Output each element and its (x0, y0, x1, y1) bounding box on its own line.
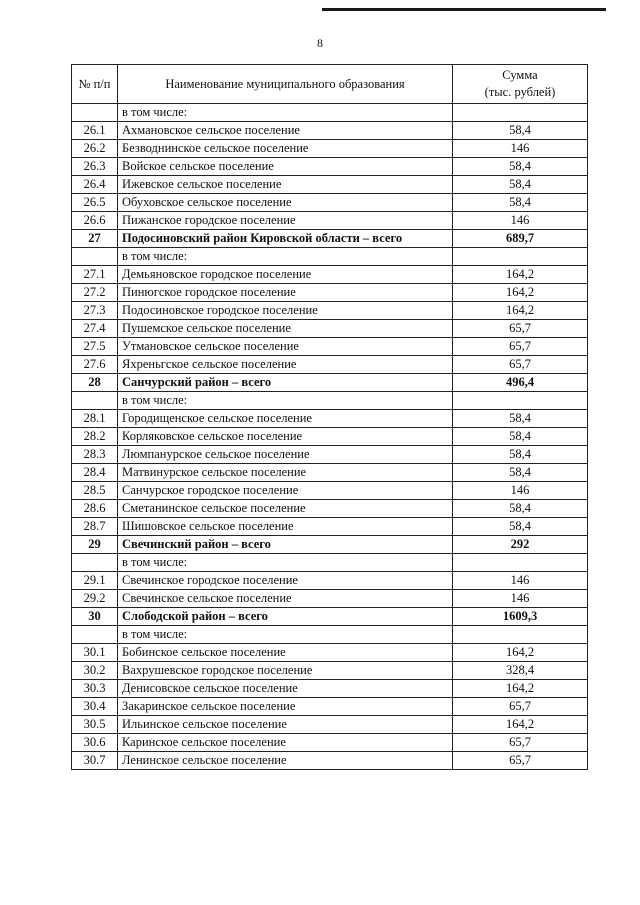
cell-sum: 146 (453, 212, 588, 230)
cell-num: 27.2 (72, 284, 118, 302)
cell-num: 28.1 (72, 410, 118, 428)
table-row (72, 446, 588, 464)
table-row (72, 176, 588, 194)
cell-num: 27.5 (72, 338, 118, 356)
cell-sum (453, 104, 588, 122)
cell-name: Ахмановское сельское поселение (118, 122, 453, 140)
cell-sum: 328,4 (453, 662, 588, 680)
page-number: 8 (317, 36, 323, 50)
table-row (72, 590, 588, 608)
table-row (72, 302, 588, 320)
cell-sum: 164,2 (453, 302, 588, 320)
cell-name: Обуховское сельское поселение (118, 194, 453, 212)
table-row (72, 356, 588, 374)
cell-sum: 164,2 (453, 680, 588, 698)
cell-sum: 65,7 (453, 338, 588, 356)
cell-name: Подосиновское городское поселение (118, 302, 453, 320)
cell-sum: 164,2 (453, 644, 588, 662)
cell-sum (453, 554, 588, 572)
cell-name: Пушемское сельское поселение (118, 320, 453, 338)
table-row (72, 680, 588, 698)
cell-num (72, 248, 118, 266)
cell-name: Санчурский район – всего (118, 374, 453, 392)
table-row (72, 284, 588, 302)
cell-num: 29.2 (72, 590, 118, 608)
table-row (72, 644, 588, 662)
header-sum-line2: (тыс. рублей) (484, 85, 556, 99)
table-header-row (72, 65, 588, 104)
cell-sum: 1609,3 (453, 608, 588, 626)
cell-num: 30.6 (72, 734, 118, 752)
cell-sum: 58,4 (453, 176, 588, 194)
cell-sum: 496,4 (453, 374, 588, 392)
cell-name: Слободской район – всего (118, 608, 453, 626)
cell-num: 30.2 (72, 662, 118, 680)
table-row (72, 320, 588, 338)
cell-sum: 689,7 (453, 230, 588, 248)
cell-sum: 58,4 (453, 158, 588, 176)
cell-num: 27.6 (72, 356, 118, 374)
table-row (72, 698, 588, 716)
cell-sum: 65,7 (453, 752, 588, 770)
cell-num: 26.6 (72, 212, 118, 230)
allocation-table (71, 64, 588, 770)
cell-name: Ильинское сельское поселение (118, 716, 453, 734)
cell-name: Войское сельское поселение (118, 158, 453, 176)
table-row (72, 428, 588, 446)
cell-sum: 58,4 (453, 410, 588, 428)
cell-num: 30.4 (72, 698, 118, 716)
cell-sum: 146 (453, 482, 588, 500)
table-row (72, 752, 588, 770)
table-row (72, 140, 588, 158)
cell-sum: 58,4 (453, 194, 588, 212)
cell-sum: 58,4 (453, 500, 588, 518)
table-row (72, 266, 588, 284)
cell-num: 29.1 (72, 572, 118, 590)
cell-num: 27.4 (72, 320, 118, 338)
header-sum (453, 65, 588, 104)
cell-sum: 65,7 (453, 356, 588, 374)
table-row (72, 554, 588, 572)
cell-num: 28.5 (72, 482, 118, 500)
cell-num: 27.3 (72, 302, 118, 320)
table-row-total (72, 608, 588, 626)
cell-name: Свечинский район – всего (118, 536, 453, 554)
cell-name: Яхреньгское сельское поселение (118, 356, 453, 374)
table-row (72, 104, 588, 122)
cell-sum: 58,4 (453, 464, 588, 482)
cell-num: 26.1 (72, 122, 118, 140)
cell-name: Каринское сельское поселение (118, 734, 453, 752)
cell-sum: 58,4 (453, 446, 588, 464)
cell-num: 28.2 (72, 428, 118, 446)
cell-name: Ижевское сельское поселение (118, 176, 453, 194)
table-row (72, 194, 588, 212)
cell-num: 28.3 (72, 446, 118, 464)
cell-name: Вахрушевское городское поселение (118, 662, 453, 680)
table-row (72, 482, 588, 500)
cell-name: Городищенское сельское поселение (118, 410, 453, 428)
cell-name: Матвинурское сельское поселение (118, 464, 453, 482)
table-row (72, 518, 588, 536)
table-row-total (72, 536, 588, 554)
cell-sum: 58,4 (453, 428, 588, 446)
cell-name: Ленинское сельское поселение (118, 752, 453, 770)
cell-name: в том числе: (118, 554, 453, 572)
cell-num: 26.4 (72, 176, 118, 194)
header-num: № п/п (72, 65, 118, 104)
cell-name: Пинюгское городское поселение (118, 284, 453, 302)
cell-name: Санчурское городское поселение (118, 482, 453, 500)
table-row-total (72, 230, 588, 248)
table-row (72, 662, 588, 680)
cell-sum: 65,7 (453, 698, 588, 716)
header-sum-line1: Сумма (502, 68, 538, 82)
cell-num: 28.7 (72, 518, 118, 536)
cell-sum: 164,2 (453, 716, 588, 734)
cell-num: 30 (72, 608, 118, 626)
cell-num: 26.2 (72, 140, 118, 158)
cell-num: 28.6 (72, 500, 118, 518)
table-body (72, 104, 588, 770)
cell-name: в том числе: (118, 248, 453, 266)
cell-sum (453, 626, 588, 644)
cell-sum: 146 (453, 140, 588, 158)
cell-num: 26.3 (72, 158, 118, 176)
cell-name: в том числе: (118, 392, 453, 410)
cell-num: 30.7 (72, 752, 118, 770)
cell-name: Подосиновский район Кировской области – всего (118, 230, 453, 248)
cell-name: Денисовское сельское поселение (118, 680, 453, 698)
cell-name: Утмановское сельское поселение (118, 338, 453, 356)
cell-name: Безводнинское сельское поселение (118, 140, 453, 158)
cell-name: Люмпанурское сельское поселение (118, 446, 453, 464)
cell-name: Сметанинское сельское поселение (118, 500, 453, 518)
table-row (72, 464, 588, 482)
cell-sum: 65,7 (453, 734, 588, 752)
cell-num: 27.1 (72, 266, 118, 284)
cell-sum: 146 (453, 590, 588, 608)
table-row (72, 212, 588, 230)
cell-num (72, 554, 118, 572)
cell-name: Корляковское сельское поселение (118, 428, 453, 446)
table-row-total (72, 374, 588, 392)
cell-num (72, 104, 118, 122)
table-row (72, 572, 588, 590)
cell-num: 27 (72, 230, 118, 248)
cell-sum: 292 (453, 536, 588, 554)
cell-name: в том числе: (118, 626, 453, 644)
table-row (72, 248, 588, 266)
cell-name: в том числе: (118, 104, 453, 122)
cell-name: Бобинское сельское поселение (118, 644, 453, 662)
cell-num: 30.5 (72, 716, 118, 734)
table-row (72, 122, 588, 140)
table-row (72, 626, 588, 644)
table-row (72, 392, 588, 410)
table-row (72, 716, 588, 734)
cell-name: Свечинское сельское поселение (118, 590, 453, 608)
cell-num: 30.1 (72, 644, 118, 662)
top-rule (322, 8, 606, 11)
cell-num (72, 626, 118, 644)
cell-sum (453, 392, 588, 410)
table-row (72, 410, 588, 428)
cell-name: Пижанское городское поселение (118, 212, 453, 230)
cell-sum: 58,4 (453, 122, 588, 140)
table-row (72, 158, 588, 176)
cell-name: Демьяновское городское поселение (118, 266, 453, 284)
table-row (72, 734, 588, 752)
cell-num: 28 (72, 374, 118, 392)
table-row (72, 500, 588, 518)
cell-sum: 164,2 (453, 284, 588, 302)
cell-num: 30.3 (72, 680, 118, 698)
cell-name: Закаринское сельское поселение (118, 698, 453, 716)
cell-num: 26.5 (72, 194, 118, 212)
table-row (72, 338, 588, 356)
header-name: Наименование муниципального образования (118, 65, 453, 104)
cell-num: 29 (72, 536, 118, 554)
cell-sum: 65,7 (453, 320, 588, 338)
cell-name: Шишовское сельское поселение (118, 518, 453, 536)
cell-num: 28.4 (72, 464, 118, 482)
cell-num (72, 392, 118, 410)
cell-sum: 146 (453, 572, 588, 590)
cell-name: Свечинское городское поселение (118, 572, 453, 590)
cell-sum: 164,2 (453, 266, 588, 284)
cell-sum (453, 248, 588, 266)
cell-sum: 58,4 (453, 518, 588, 536)
